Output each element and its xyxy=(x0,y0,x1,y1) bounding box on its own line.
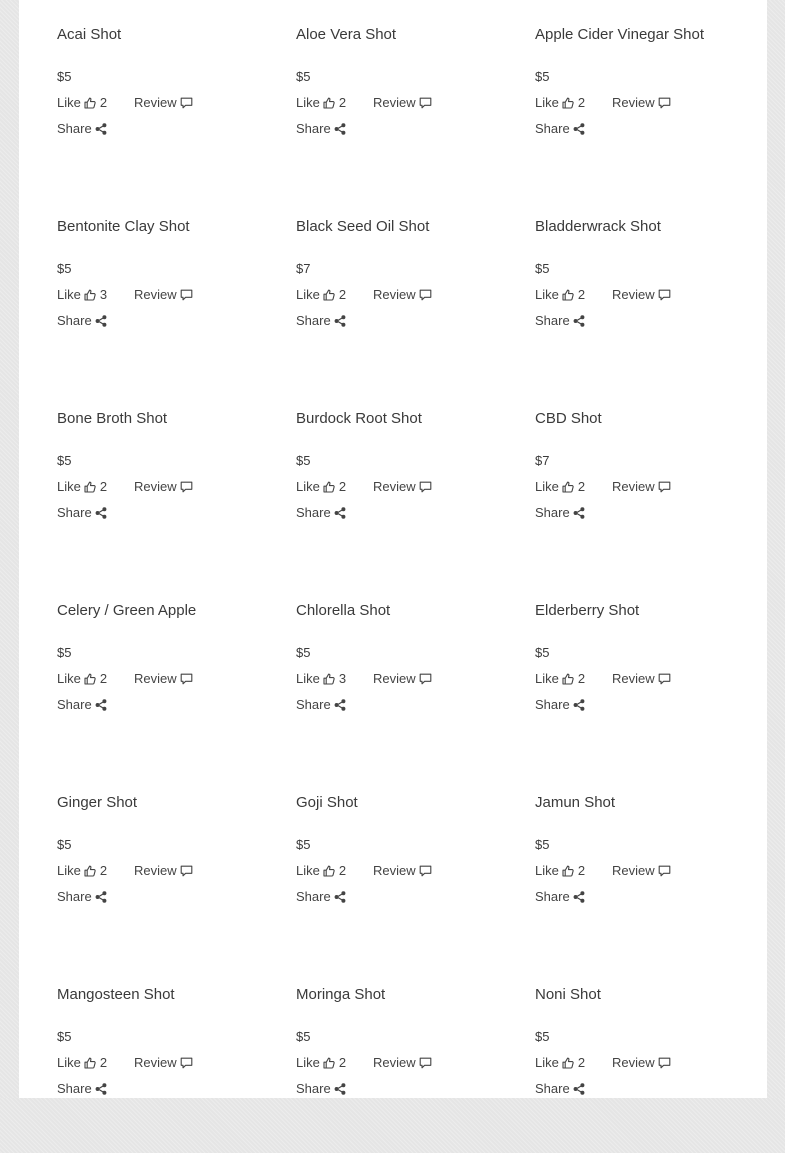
share-label: Share xyxy=(535,697,570,712)
share-button[interactable] xyxy=(535,120,585,138)
share-label: Share xyxy=(57,1081,92,1096)
product-title[interactable]: Ginger Shot xyxy=(57,794,138,811)
review-label: Review xyxy=(373,95,416,110)
product-card xyxy=(535,961,765,1153)
product-card xyxy=(535,769,765,961)
like-label: Like xyxy=(296,671,320,686)
share-button[interactable] xyxy=(535,312,585,330)
share-button[interactable] xyxy=(57,888,107,906)
share-button[interactable] xyxy=(296,1080,346,1098)
share-button[interactable] xyxy=(296,696,346,714)
product-price: $5 xyxy=(57,69,72,84)
product-price: $5 xyxy=(296,69,311,84)
product-actions xyxy=(296,286,526,304)
share-label: Share xyxy=(535,121,570,136)
thumbs-up-icon xyxy=(84,481,96,493)
product-title[interactable]: Bone Broth Shot xyxy=(57,410,168,427)
like-button[interactable] xyxy=(57,478,107,496)
product-title[interactable]: Celery / Green Apple xyxy=(57,602,197,619)
thumbs-up-icon xyxy=(562,97,574,109)
product-card xyxy=(296,769,526,961)
share-icon xyxy=(573,315,585,327)
product-card xyxy=(296,193,526,385)
comment-icon xyxy=(658,673,671,685)
like-button[interactable] xyxy=(57,94,107,112)
share-label: Share xyxy=(57,313,92,328)
review-button[interactable] xyxy=(373,478,432,496)
product-actions xyxy=(296,1054,526,1072)
thumbs-up-icon xyxy=(323,289,335,301)
product-price: $5 xyxy=(535,69,550,84)
product-actions xyxy=(57,670,287,688)
product-title[interactable]: CBD Shot xyxy=(535,410,602,427)
like-label: Like xyxy=(57,671,81,686)
product-price: $5 xyxy=(535,645,550,660)
review-label: Review xyxy=(134,479,177,494)
like-label: Like xyxy=(296,1055,320,1070)
review-button[interactable] xyxy=(134,862,193,880)
like-button[interactable] xyxy=(57,862,107,880)
thumbs-up-icon xyxy=(562,673,574,685)
like-count: 2 xyxy=(577,479,586,494)
like-label: Like xyxy=(57,479,81,494)
review-button[interactable] xyxy=(612,286,671,304)
review-label: Review xyxy=(612,287,655,302)
product-price: $7 xyxy=(535,453,550,468)
like-label: Like xyxy=(296,479,320,494)
product-actions xyxy=(57,94,287,112)
share-icon xyxy=(334,891,346,903)
like-label: Like xyxy=(57,1055,81,1070)
review-label: Review xyxy=(373,671,416,686)
share-label: Share xyxy=(57,505,92,520)
share-icon xyxy=(95,1083,107,1095)
share-button[interactable] xyxy=(535,888,585,906)
review-button[interactable] xyxy=(134,286,193,304)
thumbs-up-icon xyxy=(84,1057,96,1069)
like-count: 2 xyxy=(99,671,108,686)
share-label: Share xyxy=(296,1081,331,1096)
share-button[interactable] xyxy=(57,504,107,522)
share-button[interactable] xyxy=(296,504,346,522)
like-button[interactable] xyxy=(296,286,346,304)
like-count: 3 xyxy=(99,287,108,302)
comment-icon xyxy=(419,481,432,493)
product-title[interactable]: Elderberry Shot xyxy=(535,602,640,619)
like-label: Like xyxy=(57,95,81,110)
share-icon xyxy=(334,315,346,327)
product-title[interactable]: Chlorella Shot xyxy=(296,602,391,619)
thumbs-up-icon xyxy=(323,97,335,109)
like-button[interactable] xyxy=(535,286,585,304)
comment-icon xyxy=(180,289,193,301)
product-title[interactable]: Goji Shot xyxy=(296,794,358,811)
like-label: Like xyxy=(296,863,320,878)
review-label: Review xyxy=(612,863,655,878)
thumbs-up-icon xyxy=(323,1057,335,1069)
product-price: $5 xyxy=(296,453,311,468)
review-label: Review xyxy=(612,479,655,494)
comment-icon xyxy=(180,673,193,685)
product-price: $5 xyxy=(57,1029,72,1044)
product-title[interactable]: Mangosteen Shot xyxy=(57,986,175,1003)
like-count: 2 xyxy=(577,95,586,110)
product-title[interactable]: Acai Shot xyxy=(57,26,122,43)
share-icon xyxy=(95,315,107,327)
thumbs-up-icon xyxy=(562,289,574,301)
like-button[interactable] xyxy=(535,94,585,112)
review-label: Review xyxy=(373,479,416,494)
share-icon xyxy=(573,1083,585,1095)
product-title[interactable]: Aloe Vera Shot xyxy=(296,26,397,43)
share-label: Share xyxy=(535,505,570,520)
product-price: $5 xyxy=(57,837,72,852)
product-card xyxy=(57,193,287,385)
like-label: Like xyxy=(535,95,559,110)
like-count: 2 xyxy=(338,1055,347,1070)
review-label: Review xyxy=(612,95,655,110)
review-button[interactable] xyxy=(134,1054,193,1072)
like-count: 2 xyxy=(577,671,586,686)
review-button[interactable] xyxy=(373,670,432,688)
review-button[interactable] xyxy=(373,286,432,304)
product-title[interactable]: Black Seed Oil Shot xyxy=(296,218,430,235)
thumbs-up-icon xyxy=(323,481,335,493)
share-label: Share xyxy=(296,121,331,136)
like-button[interactable] xyxy=(57,670,107,688)
like-label: Like xyxy=(296,287,320,302)
product-title[interactable]: Noni Shot xyxy=(535,986,601,1003)
like-count: 2 xyxy=(99,479,108,494)
like-label: Like xyxy=(535,479,559,494)
product-actions xyxy=(57,862,287,880)
like-count: 2 xyxy=(99,95,108,110)
comment-icon xyxy=(658,289,671,301)
product-actions xyxy=(296,478,526,496)
share-label: Share xyxy=(296,889,331,904)
like-count: 2 xyxy=(577,1055,586,1070)
product-card xyxy=(57,577,287,769)
page-container xyxy=(19,0,767,1098)
share-icon xyxy=(334,1083,346,1095)
product-actions xyxy=(296,94,526,112)
product-card xyxy=(57,1,287,193)
review-button[interactable] xyxy=(612,478,671,496)
share-label: Share xyxy=(296,313,331,328)
product-price: $5 xyxy=(535,1029,550,1044)
thumbs-up-icon xyxy=(562,481,574,493)
product-actions xyxy=(535,1054,765,1072)
review-button[interactable] xyxy=(134,670,193,688)
review-button[interactable] xyxy=(134,94,193,112)
thumbs-up-icon xyxy=(84,289,96,301)
review-button[interactable] xyxy=(373,94,432,112)
comment-icon xyxy=(419,289,432,301)
review-label: Review xyxy=(373,863,416,878)
review-button[interactable] xyxy=(134,478,193,496)
comment-icon xyxy=(180,1057,193,1069)
review-button[interactable] xyxy=(612,1054,671,1072)
share-icon xyxy=(95,891,107,903)
share-icon xyxy=(95,123,107,135)
product-title[interactable]: Burdock Root Shot xyxy=(296,410,422,427)
product-price: $5 xyxy=(57,645,72,660)
share-icon xyxy=(95,507,107,519)
share-icon xyxy=(573,507,585,519)
like-label: Like xyxy=(535,863,559,878)
product-card xyxy=(57,961,287,1153)
like-button[interactable] xyxy=(535,862,585,880)
product-price: $7 xyxy=(296,261,311,276)
product-price: $5 xyxy=(535,261,550,276)
product-card xyxy=(296,1,526,193)
product-card xyxy=(57,385,287,577)
product-card xyxy=(535,1,765,193)
product-actions xyxy=(296,670,526,688)
like-label: Like xyxy=(57,863,81,878)
like-button[interactable] xyxy=(296,1054,346,1072)
product-actions xyxy=(535,286,765,304)
share-label: Share xyxy=(57,121,92,136)
like-button[interactable] xyxy=(296,478,346,496)
thumbs-up-icon xyxy=(562,865,574,877)
share-button[interactable] xyxy=(296,312,346,330)
share-button[interactable] xyxy=(296,888,346,906)
product-title[interactable]: Bentonite Clay Shot xyxy=(57,218,190,235)
share-button[interactable] xyxy=(296,120,346,138)
like-count: 2 xyxy=(338,479,347,494)
like-label: Like xyxy=(535,287,559,302)
product-actions xyxy=(535,670,765,688)
share-button[interactable] xyxy=(57,120,107,138)
share-button[interactable] xyxy=(535,696,585,714)
share-label: Share xyxy=(296,505,331,520)
product-card xyxy=(296,577,526,769)
share-label: Share xyxy=(296,697,331,712)
share-icon xyxy=(334,699,346,711)
comment-icon xyxy=(658,1057,671,1069)
review-button[interactable] xyxy=(612,862,671,880)
share-icon xyxy=(573,891,585,903)
like-count: 2 xyxy=(99,1055,108,1070)
thumbs-up-icon xyxy=(323,865,335,877)
like-count: 3 xyxy=(338,671,347,686)
review-button[interactable] xyxy=(373,1054,432,1072)
like-count: 2 xyxy=(577,863,586,878)
like-count: 2 xyxy=(99,863,108,878)
share-button[interactable] xyxy=(57,312,107,330)
comment-icon xyxy=(419,1057,432,1069)
share-button[interactable] xyxy=(57,1080,107,1098)
thumbs-up-icon xyxy=(84,673,96,685)
like-button[interactable] xyxy=(57,1054,107,1072)
review-label: Review xyxy=(134,287,177,302)
product-card xyxy=(535,577,765,769)
product-card xyxy=(296,385,526,577)
share-label: Share xyxy=(535,313,570,328)
product-actions xyxy=(57,1054,287,1072)
product-actions xyxy=(296,862,526,880)
like-button[interactable] xyxy=(535,1054,585,1072)
like-button[interactable] xyxy=(296,670,346,688)
like-label: Like xyxy=(535,671,559,686)
review-label: Review xyxy=(134,671,177,686)
like-button[interactable] xyxy=(296,94,346,112)
share-icon xyxy=(334,123,346,135)
review-label: Review xyxy=(373,1055,416,1070)
product-title[interactable]: Apple Cider Vinegar Shot xyxy=(535,26,704,43)
like-count: 2 xyxy=(338,863,347,878)
share-button[interactable] xyxy=(535,1080,585,1098)
product-actions xyxy=(535,862,765,880)
review-label: Review xyxy=(134,863,177,878)
share-label: Share xyxy=(535,889,570,904)
like-button[interactable] xyxy=(57,286,107,304)
product-title[interactable]: Moringa Shot xyxy=(296,986,386,1003)
product-price: $5 xyxy=(296,645,311,660)
share-label: Share xyxy=(57,697,92,712)
thumbs-up-icon xyxy=(323,673,335,685)
comment-icon xyxy=(658,97,671,109)
like-count: 2 xyxy=(577,287,586,302)
product-title[interactable]: Bladderwrack Shot xyxy=(535,218,661,235)
like-label: Like xyxy=(535,1055,559,1070)
review-button[interactable] xyxy=(612,670,671,688)
product-actions xyxy=(535,478,765,496)
like-button[interactable] xyxy=(296,862,346,880)
share-icon xyxy=(573,699,585,711)
comment-icon xyxy=(180,97,193,109)
product-actions xyxy=(57,478,287,496)
share-label: Share xyxy=(57,889,92,904)
comment-icon xyxy=(658,865,671,877)
share-icon xyxy=(573,123,585,135)
like-button[interactable] xyxy=(535,670,585,688)
review-button[interactable] xyxy=(373,862,432,880)
comment-icon xyxy=(419,673,432,685)
share-button[interactable] xyxy=(535,504,585,522)
like-label: Like xyxy=(296,95,320,110)
share-icon xyxy=(334,507,346,519)
thumbs-up-icon xyxy=(562,1057,574,1069)
product-price: $5 xyxy=(296,837,311,852)
product-price: $5 xyxy=(57,453,72,468)
product-price: $5 xyxy=(57,261,72,276)
comment-icon xyxy=(180,865,193,877)
product-title[interactable]: Jamun Shot xyxy=(535,794,616,811)
product-card xyxy=(296,961,526,1153)
like-count: 2 xyxy=(338,95,347,110)
product-card xyxy=(535,193,765,385)
share-icon xyxy=(95,699,107,711)
comment-icon xyxy=(180,481,193,493)
product-actions xyxy=(535,94,765,112)
comment-icon xyxy=(419,865,432,877)
like-label: Like xyxy=(57,287,81,302)
review-label: Review xyxy=(612,1055,655,1070)
share-button[interactable] xyxy=(57,696,107,714)
comment-icon xyxy=(419,97,432,109)
product-card xyxy=(535,385,765,577)
review-label: Review xyxy=(612,671,655,686)
comment-icon xyxy=(658,481,671,493)
review-label: Review xyxy=(373,287,416,302)
product-card xyxy=(57,769,287,961)
review-label: Review xyxy=(134,95,177,110)
share-label: Share xyxy=(535,1081,570,1096)
review-button[interactable] xyxy=(612,94,671,112)
product-price: $5 xyxy=(296,1029,311,1044)
thumbs-up-icon xyxy=(84,865,96,877)
thumbs-up-icon xyxy=(84,97,96,109)
product-actions xyxy=(57,286,287,304)
review-label: Review xyxy=(134,1055,177,1070)
product-price: $5 xyxy=(535,837,550,852)
like-button[interactable] xyxy=(535,478,585,496)
like-count: 2 xyxy=(338,287,347,302)
